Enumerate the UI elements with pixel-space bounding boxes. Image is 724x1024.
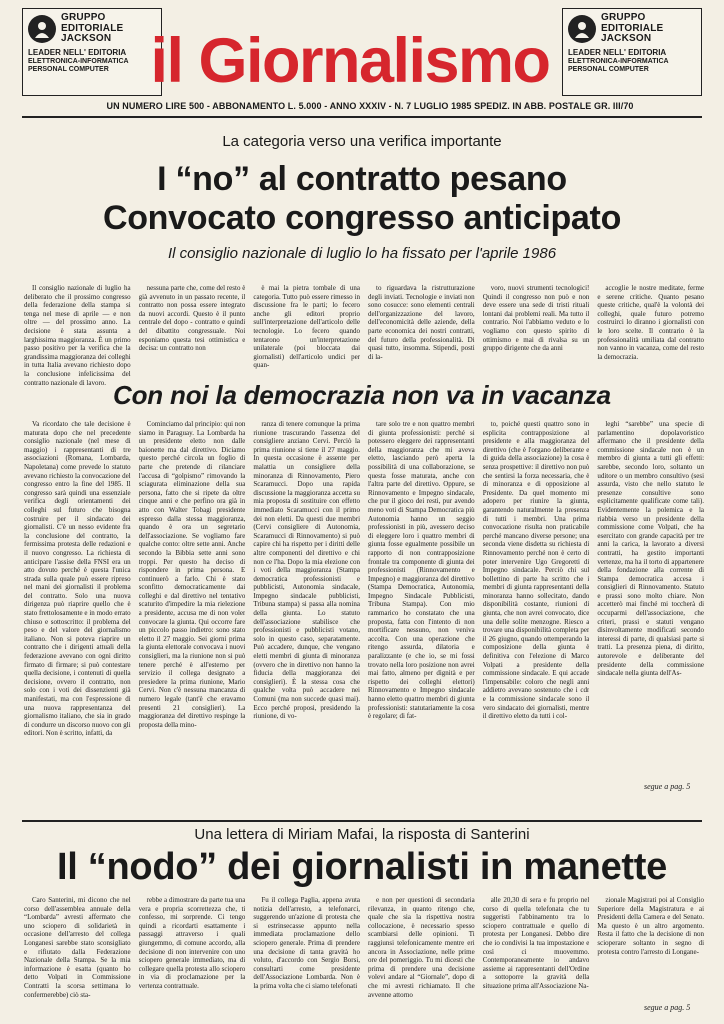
story2-column: tare solo tre e non quattro membri di giunta professionisti: perché si potessero eleggere dei rappresentanti della maggioranza che mi aveva eletto, lasciando però aperta la possibilità di una collaborazione, se questa fosse maturata, anche con l'altra parte del direttivo. Oppure, se Rinnovamento e Impegno sindacale, che pur il gioco dei resti, pur avendo meno voti di Stampa Democratica più Autonomia hanno un seggio professionisti in più, avessero deciso di eleggere loro i quattro membri di giunta fosse egualmente possibile un rapporto di non contrapposizione frontale tra componente di giunta dei professionisti (Rinnovamento e Impegno) e maggioranza del direttivo (Stampa Democratica, Autonomia, Impegno Sindacale Pubblicisti, Tribuna Stampa). Con mio rammarico ho constatato che una proposta, fatta con l'intento di non mortificare nessuno, non veniva accolta. Con una operazione che ritengo assurda, dilatoria e paralizzante (e che io, se mi fossi trovato nella loro posizione non avrei mai fatto, almeno per dignità e per rispetto dei colleghi elettori) Rinnovamento e Impegno sindacale hanno eletto quattro membri di giunta professionisti: statutariamente la cosa è regolare; di fat-	[368, 420, 475, 721]
issue-info-line: UN NUMERO LIRE 500 - ABBONAMENTO L. 5.000 - ANNO XXXIV - N. 7 LUGLIO 1985 SPEDIZ. IN ABB. POSTALE GR. III/70	[106, 101, 634, 111]
newspaper-title: il Giornalismo	[150, 26, 550, 96]
jackson-logo-icon	[28, 15, 56, 43]
story3-continued-note: segue a pag. 5	[644, 1003, 691, 1012]
story1-column: nessuna parte che, come del resto è già avvenuto in un passato recente, il contratto non possa essere integrato da nuovi accordi. Questo è il punto centrale del dopo - contratto e quindi del dibattito congressuale. Noi esponiamo questa tesi ottimistica e decisa: un contratto non	[138, 284, 246, 353]
story2-column: to, poiché questi quattro sono in esplicita contrapposizione al presidente e alla maggioranza del direttivo (che è l'organo deliberante e di guida della associazione) la cosa è senza prospettive: il direttivo non può che sentirsi la forza necessaria, che è di minoranza e di opposizione al Presidente. Da quel momento mi adopero per riunire la giunta, garantendo naturalmente la presenza di tutti i membri. Una prima convocazione risulta non praticabile perché mancano diverse persone; una seconda viene disdetta su richiesta di Rinnovamento perché non è certo di poter intervenire Ugo Gregoretti di Impegno sindacale. Perciò chi sul bollettino di parte ha scritto che i membri di giunta rappresentanti della minoranza hanno sollecitato, dando disponibilità costante, riunioni di giunta, che non avrei convocato, dice una delle solite menzogne. Riesco a trovare una disponibilità completa per il 26 giugno, quando ottemperando la composizione della giunta è definitiva con l'elezione di Marco Volpati a presidente della commissione sindacale. E qui accade l'impensabile: coloro che negli anni addietro avevano sostenuto che i cdr e la commissione sindacale sono il vero sindacato dei giornalisti, mentre il direttivo eletto da tutti i col-	[482, 420, 590, 721]
ad-line: LEADER NELL' EDITORIA	[568, 47, 667, 57]
ad-jackson-left	[22, 8, 162, 96]
story1-kicker: La categoria verso una verifica importante	[222, 133, 502, 150]
story2-columns	[24, 420, 704, 812]
ad-publisher: GRUPPO EDITORIALE JACKSON	[61, 12, 124, 44]
ad-line: PERSONAL COMPUTER	[568, 66, 649, 74]
story1-columns	[24, 284, 704, 386]
story1-column: è mai la pietra tombale di una categoria. Tutto può essere rimesso in discussione fra le parti; lo fecero anche gli editori proprio sull'interpretazione dell'articolo delle tecnologie. Lo fecero quando tentarono un'interpretazione unilaterale (poi bloccata dai giornalisti) dell'articolo undici per quan-	[253, 284, 361, 370]
story2-column: Va ricordato che tale decisione è maturata dopo che nel precedente consiglio nazionale (nel mese di maggio) i rappresentanti di tre associazioni (Romana, Lombarda, Napoletana) come prevede lo statuto avevano richiesto la convocazione del congresso entro la fine del 1985. Il congresso sarà quindi una essenziale verifica degli orientamenti dei colleghi sul futuro che bisogna costruire per il sindacato dei giornalisti. C'è un nesso evidente fra la conclusione del contratto, la fermissima protesta delle redazioni e il nuovo congresso. La richiesta di anticipare l'assise della FNSI era un atto dovuto perché è questa l'unica strada sulla quale può essere ripreso nel mani dei giornalisti il problema del contratto. Solo una nuova dirigenza può riaprire quello che è stato frettolosamente e in modo errato chiuso e sottoscritto: il problema del peso e del valore del giornalismo italiano. Non si poteva riaprire un contratto che i dirigenti attuali della federazione avevano con ogni diritto firmato di firmare; si può contestare quella decisione, i contenuti di quella decisione, ovvero il contratto, non solo con i voti dei dissenzienti già manifestati, ma con l'espressione di una nuova rappresentanza del giornalismo italiano, che sia in grado di condurre un discorso nuovo con gli editori. Non è scritto, infatti, da	[24, 420, 131, 738]
story1-subhead: Il consiglio nazionale di luglio lo ha fissato per l'aprile 1986	[167, 245, 557, 262]
story3-column: Fu il collega Paglia, appena avuta notizia dell'arresto, a telefonarci, suggerendo un'azione di protesta che si estrinsecasse appunto nella immediata proclamazione dello sciopero generale. Prima di prendere una decisione di tanta gravità ho voluto, d'accordo con Sergio Borsi, consultarti come presidente dell'Associazione Lombarda. Non è la prima volta che ci siamo telefonati	[253, 896, 361, 990]
story2-column: ranza di tenere comunque la prima riunione trascurando l'assenza del consigliere anziano Cervi. Perciò la prima riunione si tiene il 27 maggio. In questa occasione è assente per malattia un consigliere della minoranza di Rinnovamento, Piero Scaramucci. Dopo una rapida discussione la maggioranza accetta su mia proposta di sostituire con effetto immediato Scaramucci con il primo dei non eletti. Da questi due membri (Cervi consigliere di Autonomia, Scaramucci di Rinnovamento) si può capire chi ha rispetto per i diritti delle altre componenti del direttivo e chi non ce l'ha. Dopo la mia elezione con i voti della maggioranza (Stampa democratica professionisti e pubblicisti, Autonomia sindacale, Impegno sindacale pubblicisti, Tribuna stampa) si passa alla nomina della giunta. Lo statuto dell'associazione stabilisce che professionisti e pubblicisti votano, solo in questo caso, separatamente. Può accadere, dunque, che vengano eletti membri di giunta di minoranza (ovvero che in direttivo non hanno la fiducia della maggioranza dei consiglieri). È la stessa cosa che qualche volta può accadere nei Comuni (ma non succede quasi mai). Ecco perché proposi, presidendo la riunione, di vo-	[253, 420, 361, 721]
divider	[22, 820, 702, 822]
story3-column: rebbe a dimostrare da parte tua una vera e propria scorrettezza che, ti confesso, mi sorprende. Ci tengo quindi a ricordarti esattamente i passaggi attraverso i quali giungemmo, di comune accordo, alla decisione di non intervenire con uno sciopero generale immediato, ma di collegare quella protesta allo sciopero in via di proclamazione per la vertenza contrattuale.	[138, 896, 246, 990]
ad-line: ELETTRONICA-INFORMATICA	[568, 57, 669, 65]
story2-column: leghi “sarebbe” una specie di parlamentino dopolavoristico affermano che il presidente della commissione sindacale non è un membro di giunta a tutti gli effetti: sarebbe, secondo loro, soltanto un uditore o un membro consultivo (sesi assurda, visto che nello statuto le presenze consultive sono esplicitamente qualificate come tali). Evidentemente la polemica e la riabbia verso un presidente della commissione come Volpati, che ha esercitato con grande capacità per tre anni la carica, la lavorato a diversi contratti, ha gestito importanti vertenze, ma ha il torto di appartenere della fondazione alla corrente di Stampa democratica accesa i consiglieri di Rinnovamento. Statuto e prassi sono molto chiare. Non accetterò mai finché mi toccherà di occuparmi dell'associazione, che criteri, prassi e statuti vengano disinvoltamente modificati secondo interessi di parte, di qualsiasi parte si tratti. La presenza piena, di diritto, autorevole e deliberante del presidente della commissione sindacale nella giunta dell'As-	[597, 420, 705, 678]
story2-banner-headline: Con noi la democrazia non va in vacanza	[113, 380, 611, 410]
story1-headline-line2: Convocato congresso anticipato	[102, 199, 622, 237]
story3-headline: Il “nodo” dei giornalisti in manette	[57, 846, 667, 888]
story3-columns	[24, 896, 704, 1016]
story3-column: alle 20,30 di sera e fu proprio nel corso di quella telefonata che tu suggeristi l'abbinamento tra lo sciopero contrattuale e quello di protesta per Longanesi. Debbo dire che io condivisi la tua impostazione e così ci muovemmo. Contemporaneamente io andavo assieme ai rappresentanti dell'Ordine a sottoporre la gravità della situazione prima all'Associazione Na-	[482, 896, 590, 990]
story3-column: zionale Magistrati poi al Consiglio Superiore della Magistratura e ai Presidenti della Camera e del Senato. Ma questo è un altro argomento. Resta il fatto che la decisione di non scioperare soltanto in segno di protesta contro l'arresto di Longane-	[597, 896, 705, 956]
jackson-logo-icon	[568, 15, 596, 43]
story2-column: Cominciamo dal principio: qui non siamo in Paraguay. La Lombarda ha un presidente eletto non dalle baionette ma dal direttivo. Diciamo questo perché circola un foglio di parte che pretende di rilanciare l'accusa di “golpismo” rimovando la sciagurata eliminazione della sua persona, fatto che si ripete da oltre cinque anni e che perfino ora già in atto con Walter Tobagi presidente espresso dalla stessa maggioranza, quando è ora un segretario dell'associazione. Se vogliamo fare qualche conto: oltre sette anni. Anche secondo la Bibbia sette anni sono troppi. Per questo ha deciso di rispondere in prima persona. E continuerò a farlo. Chi è stato sconfitto democraticamente dai colleghi e dal direttivo nel tentativo scaturito d'impedire la mia rielezione a presidente, accusa me di non voler convocare la giunta. Qui occorre fare un piccolo passo indietro: sono stato eletto il 27 maggio. Sei giorni prima la giunta elettorale convocava i nuovi consiglieri, ma la riunione non si può tenere perché è all'esterno per servizio il collega designato a presiedere la prima riunione, Mario Cervi. Non c'è nessuna mancanza di numero legale (tant'è che eravamo presenti 21 consiglieri). La maggioranza del direttivo respinge la proposta della mino-	[138, 420, 246, 729]
story1-headline-line1: I “no” al contratto pesano	[157, 160, 567, 198]
ad-line: ELETTRONICA-INFORMATICA	[28, 57, 129, 65]
story1-column: Il consiglio nazionale di luglio ha deliberato che il prossimo congresso della federazione della stampa si tenga nel mese di aprile — e non oltre — del prossimo anno. La decisione è stata assunta a larghissima maggioranza. È un primo passo positivo per la verifica che la grandissima maggioranza dei colleghi in tutta Italia avevano richiesto dopo la conclusione infelicissima del contratto nazionale di lavoro.	[24, 284, 131, 386]
ad-publisher: GRUPPO EDITORIALE JACKSON	[601, 12, 664, 44]
story3-column: Caro Santerini, mi dicono che nel corso dell'assemblea annuale della “Lombarda” avresti affermato che uno sciopero di solidarietà in occasione dell'arresto del collega Longanesi sarebbe stato sconsigliato e rifiutato dalla Federazione Nazionale della Stampa. Se la mia informazione è esatta (quanto ho detto Volpati in Commissione Contratti la scorsa settimana lo confermerebbe) ciò sta-	[24, 896, 131, 999]
story1-column: to riguardava la ristrutturazione degli inviati. Tecnologie e inviati non sono cosucce: sono elementi centrali dell'organizzazione del lavoro, dell'economicità delle aziende, della parte economica dei nostri contratti, del futuro della professionalità. Di quasi tutto, insomma. Stipendi, posti di la-	[368, 284, 475, 361]
story1-column: accoglie le nostre meditate, ferme e serene critiche. Quanto pesano queste critiche, qual'è la volontà dei colleghi, quale futuro potremo costruirci lo diranno i giornalisti con le loro scelte. Il contrario è la professionalità umiliata dal contratto non vanno in vacanza, come del resto la democrazia.	[597, 284, 705, 361]
story3-column: e non per questioni di secondaria rilevanza, in quanto ritengo che, quale che sia la rispettiva nostra collocazione, è necessario spesso scambiarsi delle opinioni. Ti raggiunsi telefonicamente mentre eri ancora in Associazione, nelle prime ore del pomeriggio. Tu mi dicesti che prima di prendere una decisione volevi andare al “Giornale”, dopo di che mi avresti richiamato. Il che avvenne attorno	[368, 896, 475, 999]
ad-jackson-right	[562, 8, 702, 96]
story2-continued-note: segue a pag. 5	[644, 782, 691, 791]
story1-column: voro, nuovi strumenti tecnologici! Quindi il congresso non può e non deve essere una sede di tristi rituali lontani dai problemi reali. Ma tutto il contrario. Noi l'abbiamo veduto e lo vogliamo con questo spirito di ottimismo e mai di rivalsa su un gruppo dirigente che da anni	[482, 284, 590, 353]
ad-line: LEADER NELL' EDITORIA	[28, 47, 127, 57]
divider	[22, 116, 702, 118]
ad-line: PERSONAL COMPUTER	[28, 66, 109, 74]
story3-kicker: Una lettera di Miriam Mafai, la risposta di Santerini	[194, 826, 530, 843]
